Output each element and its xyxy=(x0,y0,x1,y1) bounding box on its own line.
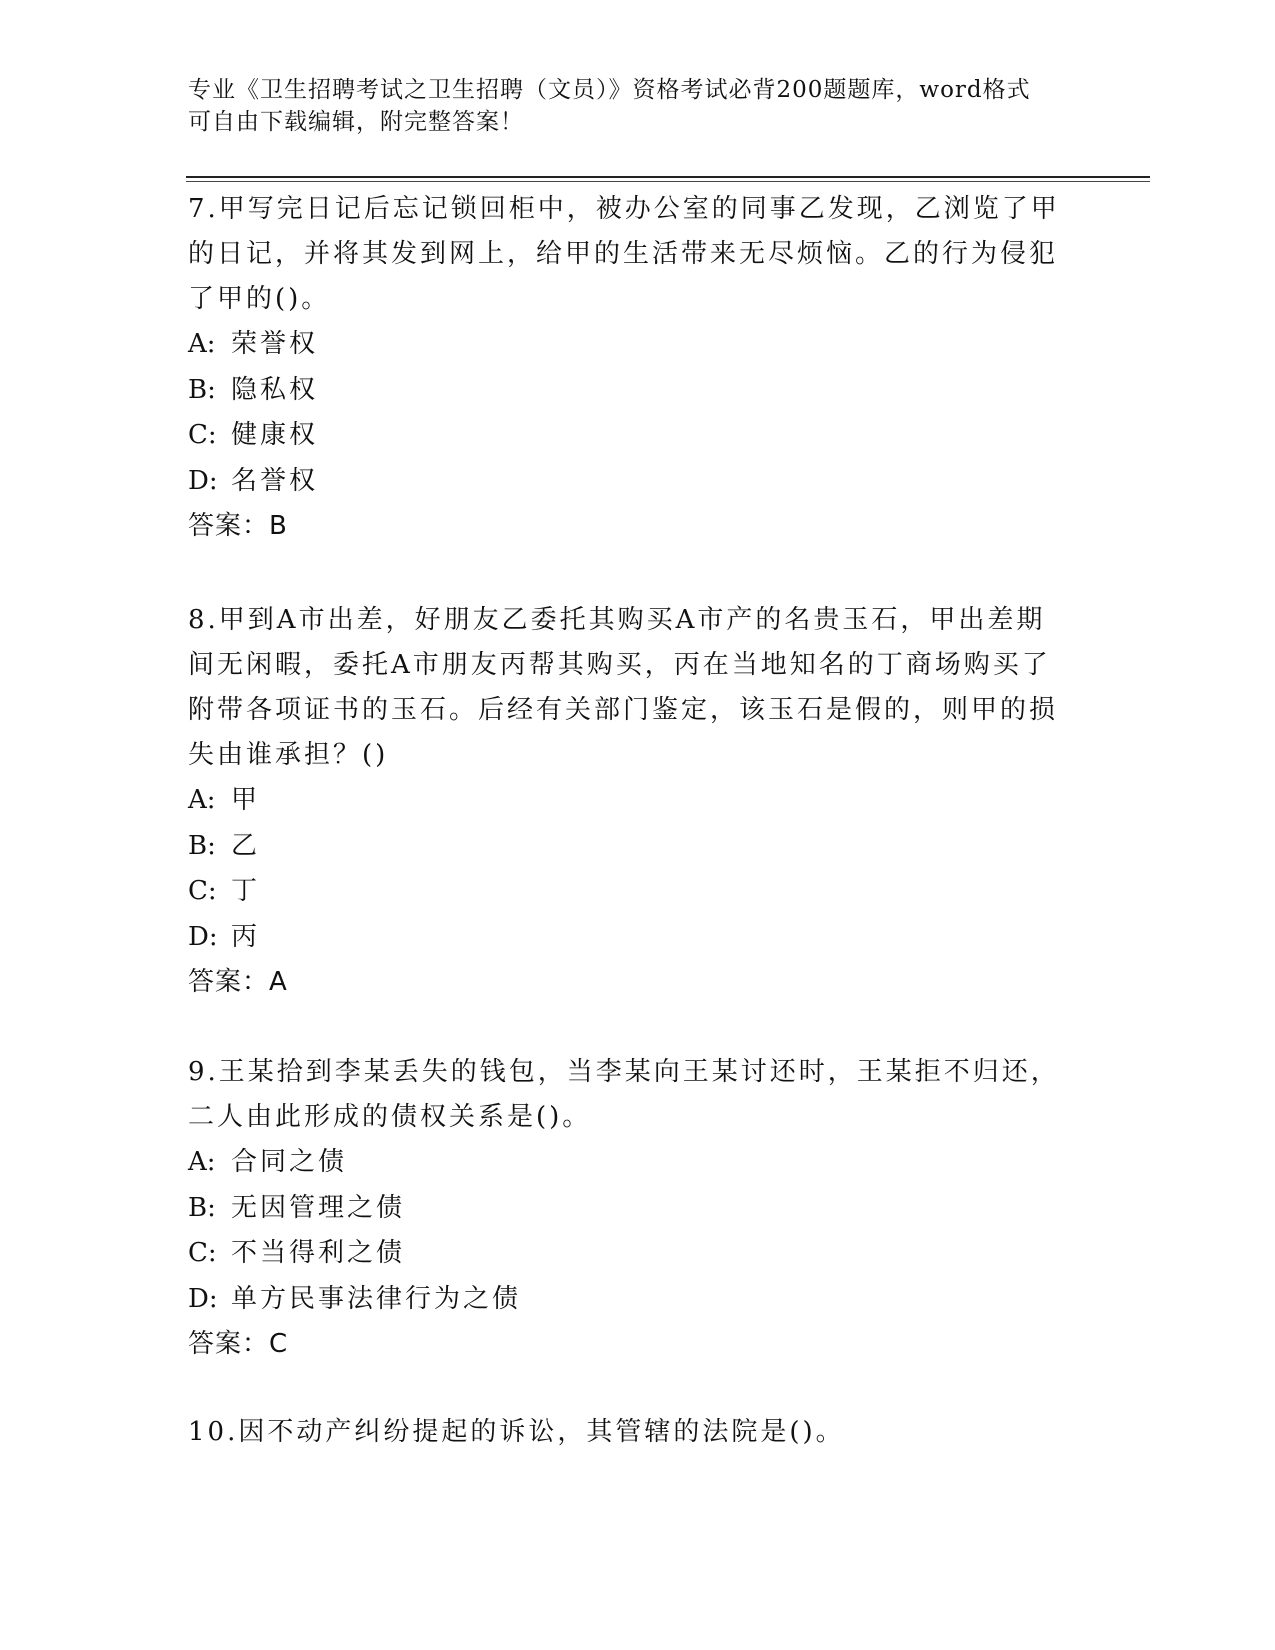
option-letter: D: xyxy=(188,1283,218,1314)
document-header xyxy=(188,74,1068,138)
option-text: 单方民事法律行为之债 xyxy=(231,1283,522,1314)
option-c xyxy=(188,413,1068,459)
option-a xyxy=(188,778,1068,824)
question-stem-line: 7.甲写完日记后忘记锁回柜中，被办公室的同事乙发现，乙浏览了甲 xyxy=(188,194,1060,224)
question-8 xyxy=(188,598,1068,1005)
option-letter: D: xyxy=(188,465,218,496)
option-letter: A: xyxy=(188,329,216,359)
option-d xyxy=(188,915,1068,961)
option-text: 隐私权 xyxy=(231,374,319,405)
question-stem-line: 间无闲暇，委托A市朋友丙帮其购买，丙在当地知名的丁商场购买了 xyxy=(188,650,1051,680)
option-letter: B: xyxy=(188,1192,216,1223)
option-d xyxy=(188,1277,1068,1323)
question-stem-line: 二人由此形成的债权关系是()。 xyxy=(188,1102,592,1132)
question-stem-line: 了甲的()。 xyxy=(188,284,331,314)
question-stem-line: 9.王某拾到李某丢失的钱包，当李某向王某讨还时，王某拒不归还， xyxy=(188,1057,1060,1087)
option-letter: C: xyxy=(188,420,217,450)
question-stem-line: 附带各项证书的玉石。后经有关部门鉴定，该玉石是假的，则甲的损 xyxy=(188,695,1059,725)
option-text: 乙 xyxy=(231,830,261,861)
option-c xyxy=(188,869,1068,915)
option-a xyxy=(188,322,1068,368)
option-letter: A: xyxy=(188,785,216,815)
answer-line: 答案：A xyxy=(188,967,288,997)
answer-line: 答案：B xyxy=(188,511,288,541)
option-d xyxy=(188,459,1068,505)
option-b xyxy=(188,368,1068,414)
option-letter: D: xyxy=(188,921,218,952)
question-stem-line: 10.因不动产纠纷提起的诉讼，其管辖的法院是()。 xyxy=(188,1417,845,1447)
question-9 xyxy=(188,1050,1068,1367)
option-letter: A: xyxy=(188,1147,216,1177)
question-stem-line: 失由谁承担？() xyxy=(188,740,389,770)
question-stem-line: 8.甲到A市出差，好朋友乙委托其购买A市产的名贵玉石，甲出差期 xyxy=(188,605,1046,635)
answer-line: 答案：C xyxy=(188,1329,289,1359)
option-c xyxy=(188,1231,1068,1277)
option-text: 名誉权 xyxy=(231,465,319,496)
option-text: 丁 xyxy=(231,876,261,906)
option-a xyxy=(188,1140,1068,1186)
option-text: 丙 xyxy=(231,921,261,952)
option-letter: B: xyxy=(188,830,216,861)
question-10 xyxy=(188,1410,1068,1455)
header-divider-thick xyxy=(186,176,1150,178)
option-letter: C: xyxy=(188,876,217,906)
option-text: 合同之债 xyxy=(231,1147,348,1177)
option-b xyxy=(188,1186,1068,1232)
option-letter: C: xyxy=(188,1238,217,1268)
option-text: 健康权 xyxy=(231,420,319,450)
question-stem-line: 的日记，并将其发到网上，给甲的生活带来无尽烦恼。乙的行为侵犯 xyxy=(188,239,1059,269)
option-text: 无因管理之债 xyxy=(231,1192,406,1223)
option-text: 甲 xyxy=(231,785,261,815)
header-line-1: 专业《卫生招聘考试之卫生招聘（文员）》资格考试必背200题题库，word格式 xyxy=(188,77,1031,103)
question-7 xyxy=(188,187,1068,549)
option-text: 不当得利之债 xyxy=(231,1238,406,1268)
option-b xyxy=(188,824,1068,870)
option-letter: B: xyxy=(188,374,216,405)
header-line-2: 可自由下载编辑，附完整答案！ xyxy=(188,109,524,135)
header-divider-thin xyxy=(186,181,1150,182)
option-text: 荣誉权 xyxy=(231,329,319,359)
